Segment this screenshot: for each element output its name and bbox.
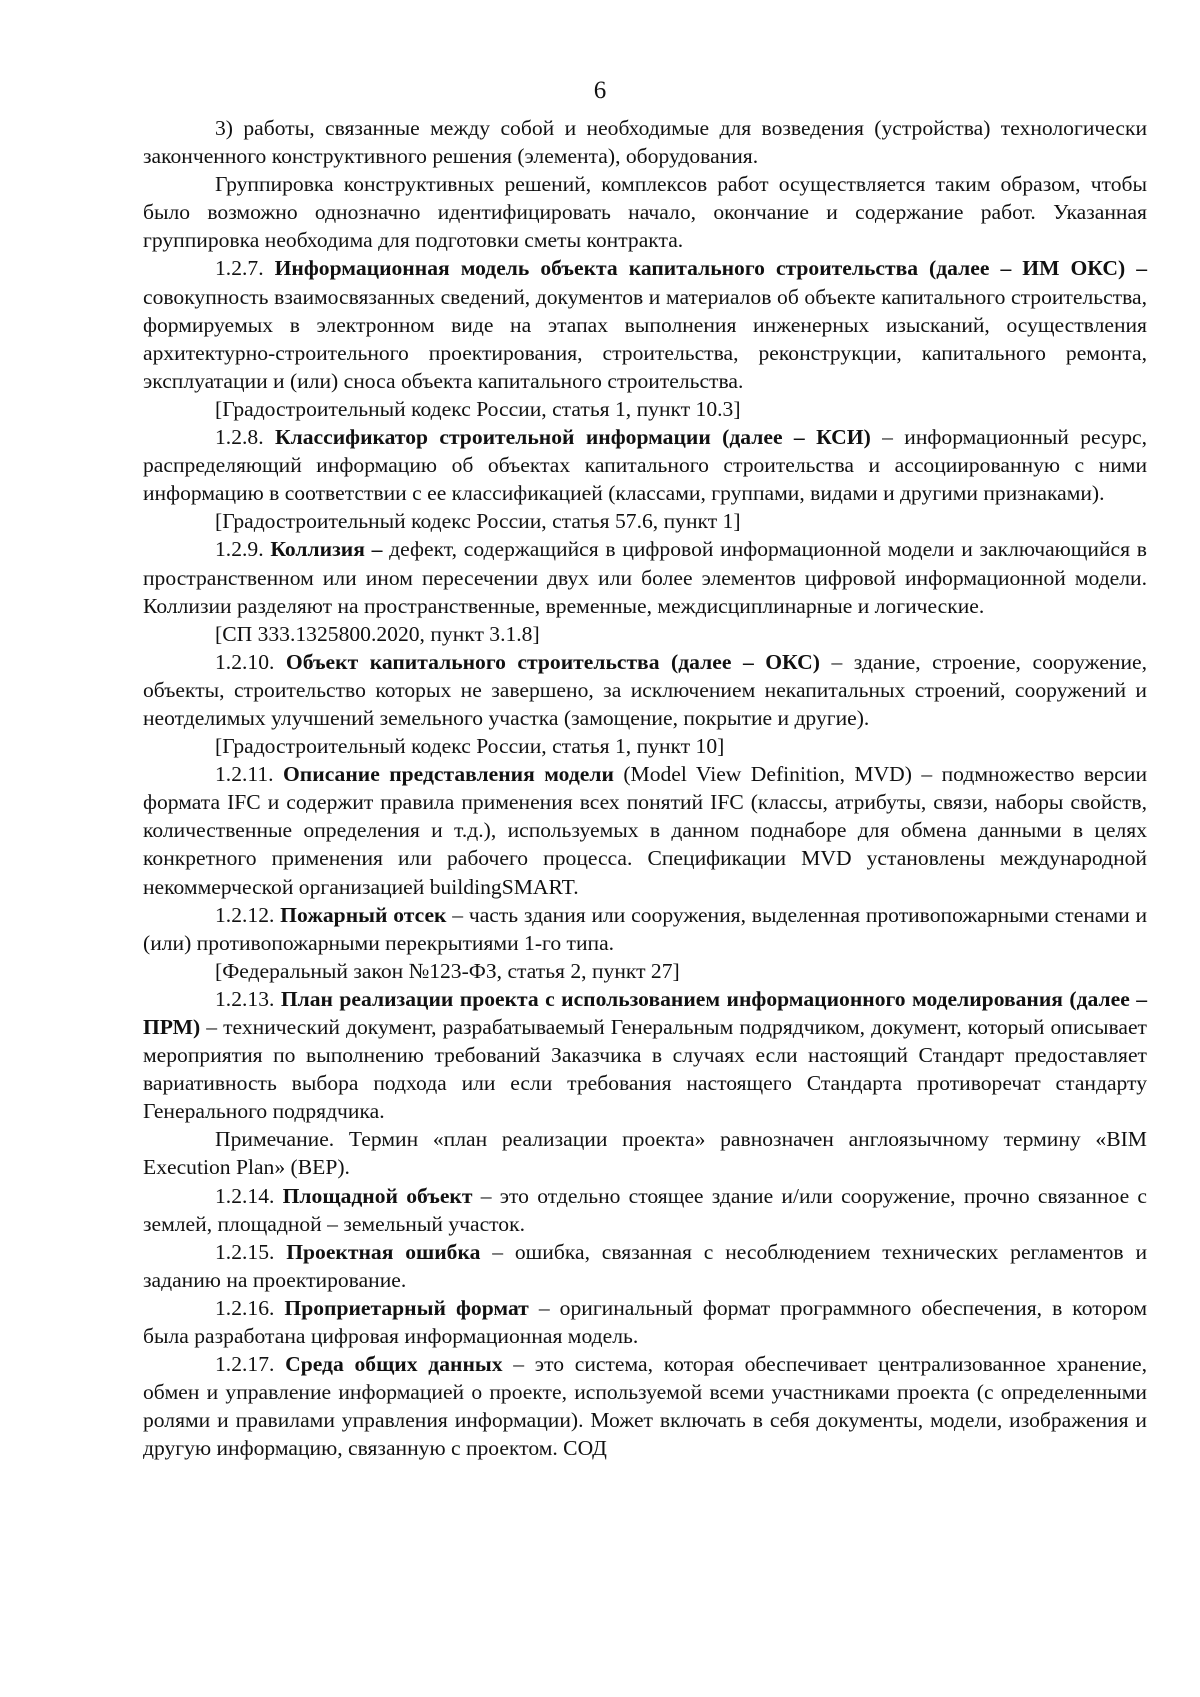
definition-1-2-13 [143,985,1147,1125]
page-number: 6 [593,77,607,104]
definition-text: – технический документ, разрабатываемый Генеральным подрядчиком, документ, который описывает мероприятия по выполнению требований Заказчика в случаях если настоящий Стандарт предоставляет вариативность выбора подхода или если требования настоящего Стандарта противоречат стандарту Генерального подрядчика. [143,1015,1147,1124]
note-text: Примечание. Термин «план реализации проекта» равнозначен англоязычному термину «BIM Execution Plan» (BEP). [143,1127,1147,1180]
definition-term: Объект капитального строительства (далее – ОКС) [285,649,820,674]
definition-text: (Model View Definition, MVD) – подмножество версии формата IFC и содержит правила применения всех понятий IFC (классы, атрибуты, связи, наборы свойств, количественные определения и т.д.), используемых в данном поднаборе для обмена данными в целях конкретного применения или рабочего процесса. Спецификации MVD установлены международной некоммерческой организацией buildingSMART. [143,762,1147,899]
reference-text: [Федеральный закон №123-ФЗ, статья 2, пункт 27] [215,958,680,983]
definition-text: – оригинальный формат программного обеспечения, в котором была разработана цифровая информационная модель. [143,1295,1147,1349]
reference-1-2-12 [143,957,1147,985]
definition-1-2-8 [143,423,1147,507]
reference-text: [СП 333.1325800.2020, пункт 3.1.8] [215,621,540,646]
definition-term: Описание представления модели [283,762,614,787]
definition-1-2-17 [143,1350,1147,1462]
definition-term: Площадной объект [282,1183,473,1208]
reference-1-2-9 [143,620,1147,648]
document-body [143,114,1147,1463]
definition-1-2-14 [143,1182,1147,1238]
definition-term: Коллизия – [270,537,383,562]
reference-text: [Градостроительный кодекс России, статья 57.6, пункт 1] [215,509,741,534]
definition-text: – ошибка, связанная с несоблюдением технических регламентов и заданию на проектирование. [143,1239,1148,1292]
definition-number: 1.2.14. [215,1183,283,1208]
definition-number: 1.2.9. [215,537,271,562]
paragraph-grouping [143,170,1147,254]
reference-1-2-8 [143,507,1147,535]
note-1-2-13 [143,1125,1147,1181]
definition-number: 1.2.12. [215,902,281,927]
definition-1-2-16 [143,1294,1147,1350]
definition-term: Информационная модель объекта капитального строительства (далее – ИМ ОКС) – [274,256,1147,281]
definition-term: Проприетарный формат [284,1295,529,1320]
reference-1-2-7 [143,395,1147,423]
definition-number: 1.2.17. [215,1352,286,1377]
definition-1-2-11 [143,760,1147,900]
definition-text: – это отдельно стоящее здание и/или сооружение, прочно связанное с землей, площадной – земельный участок. [143,1183,1147,1236]
definition-text: – часть здания или сооружения, выделенная противопожарными стенами и (или) противопожарными перекрытиями 1-го типа. [143,902,1148,955]
reference-1-2-10 [143,732,1147,760]
definition-text: совокупность взаимосвязанных сведений, документов и материалов об объекте капитального строительства, формируемых в электронном виде на этапах выполнения инженерных изысканий, осуществления архитектурно-строительного проектирования, строительства, реконструкции, капитального ремонта, эксплуатации и (или) сноса объекта капитального строительства. [143,284,1147,393]
definition-1-2-10 [143,648,1147,732]
definition-1-2-9 [143,535,1147,619]
definition-term: Проектная ошибка [286,1239,481,1264]
definition-text: дефект, содержащийся в цифровой информационной модели и заключающийся в пространственном или ином пересечении двух или более элементов цифровой информационной модели. Коллизии разделяют на пространственные, временные, междисциплинарные и логические. [143,537,1147,618]
reference-text: [Градостроительный кодекс России, статья 1, пункт 10] [215,734,725,759]
definition-term: План реализации проекта с использованием информационного моделирования (далее – ПРМ) [143,986,1148,1039]
definition-1-2-7 [143,254,1147,394]
paragraph-text: Группировка конструктивных решений, комплексов работ осуществляется таким образом, чтобы было возможно однозначно идентифицировать начало, окончание и содержание работ. Указанная группировка необходима для подготовки сметы контракта. [143,172,1147,253]
reference-text: [Градостроительный кодекс России, статья 1, пункт 10.3] [215,396,741,421]
definition-number: 1.2.13. [215,986,281,1011]
definition-number: 1.2.7. [215,256,275,281]
definition-text: – здание, строение, сооружение, объекты, строительство которых не завершено, за исключением некапитальных строений, сооружений и неотделимых улучшений земельного участка (замощение, покрытие и другие). [143,649,1147,730]
definition-text: – информационный ресурс, распределяющий информацию об объектах капитального строительства и ассоциированную с ними информацию в соответствии с ее классификацией (классами, группами, видами и другими признаками). [143,425,1148,506]
paragraph-works [143,114,1147,170]
definition-number: 1.2.11. [215,762,284,787]
definition-text: – это система, которая обеспечивает централизованное хранение, обмен и управление информацией о проекте, используемой всеми участниками проекта (с определенными ролями и правилами управления информации). Может включать в себя документы, модели, изображения и другую информацию, связанную с проектом. СОД [143,1352,1148,1461]
definition-number: 1.2.16. [215,1295,285,1320]
definition-1-2-12 [143,901,1147,957]
definition-term: Среда общих данных [285,1352,503,1377]
definition-term: Классификатор строительной информации (далее – КСИ) [274,425,871,450]
definition-term: Пожарный отсек [280,902,447,927]
definition-1-2-15 [143,1238,1147,1294]
definition-number: 1.2.8. [215,425,275,450]
definition-number: 1.2.15. [215,1239,287,1264]
paragraph-text: 3) работы, связанные между собой и необходимые для возведения (устройства) технологически законченного конструктивного решения (элемента), оборудования. [143,116,1147,169]
definition-number: 1.2.10. [215,649,286,674]
